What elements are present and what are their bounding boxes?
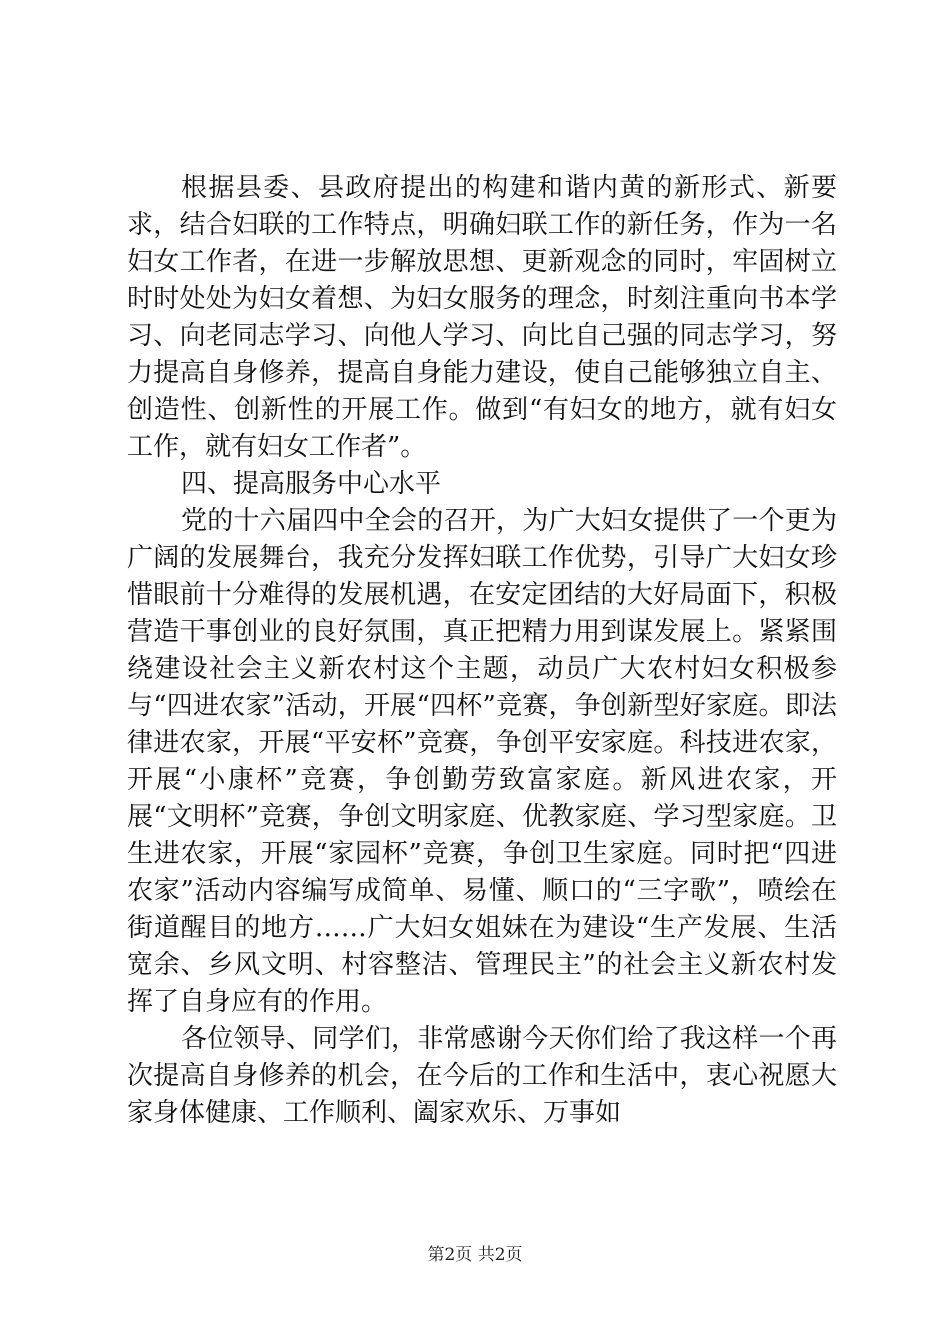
paragraph-goals: 根据县委、县政府提出的构建和谐内黄的新形式、新要求，结合妇联的工作特点，明确妇联工作的新任务，作为一名妇女工作者，在进一步解放思想、更新观念的同时，牢固树立时时处处为妇女着想、为妇女服务的理念，时刻注重向书本学习、向老同志学习、向他人学习、向比自己强的同志学习，努力提高自身修养，提高自身能力建设，使自己能够独立自主、创造性、创新性的开展工作。做到“有妇女的地方，就有妇女工作，就有妇女工作者”。 [127,173,837,462]
paragraph-service: 党的十六届四中全会的召开，为广大妇女提供了一个更为广阔的发展舞台，我充分发挥妇联工作优势，引导广大妇女珍惜眼前十分难得的发展机遇，在安定团结的大好局面下，积极营造干事创业的良好氛围，真正把精力用到谋发展上。紧紧围绕建设社会主义新农村这个主题，动员广大农村妇女积极参与“四进农家”活动，开展“四杯”竞赛，争创新型好家庭。即法律进农家，开展“平安杯”竞赛，争创平安家庭。科技进农家，开展“小康杯”竞赛，争创勤劳致富家庭。新风进农家，开展“文明杯”竞赛，争创文明家庭、优教家庭、学习型家庭。卫生进农家，开展“家园杯”竞赛，争创卫生家庭。同时把“四进农家”活动内容编写成简单、易懂、顺口的“三字歌”，喷绘在街道醒目的地方……广大妇女姐妹在为建设“生产发展、生活宽余、乡风文明、村容整洁、管理民主”的社会主义新农村发挥了自身应有的作用。 [127,506,837,1017]
document-body [127,170,837,1132]
paragraph-closing: 各位领导、同学们，非常感谢今天你们给了我这样一个再次提高自身修养的机会，在今后的工作和生活中，衷心祝愿大家身体健康、工作顺利、阖家欢乐、万事如 [127,1024,837,1128]
section-heading: 四、提高服务中心水平 [181,469,442,499]
page-footer: 第2页 共2页 [427,1245,523,1265]
